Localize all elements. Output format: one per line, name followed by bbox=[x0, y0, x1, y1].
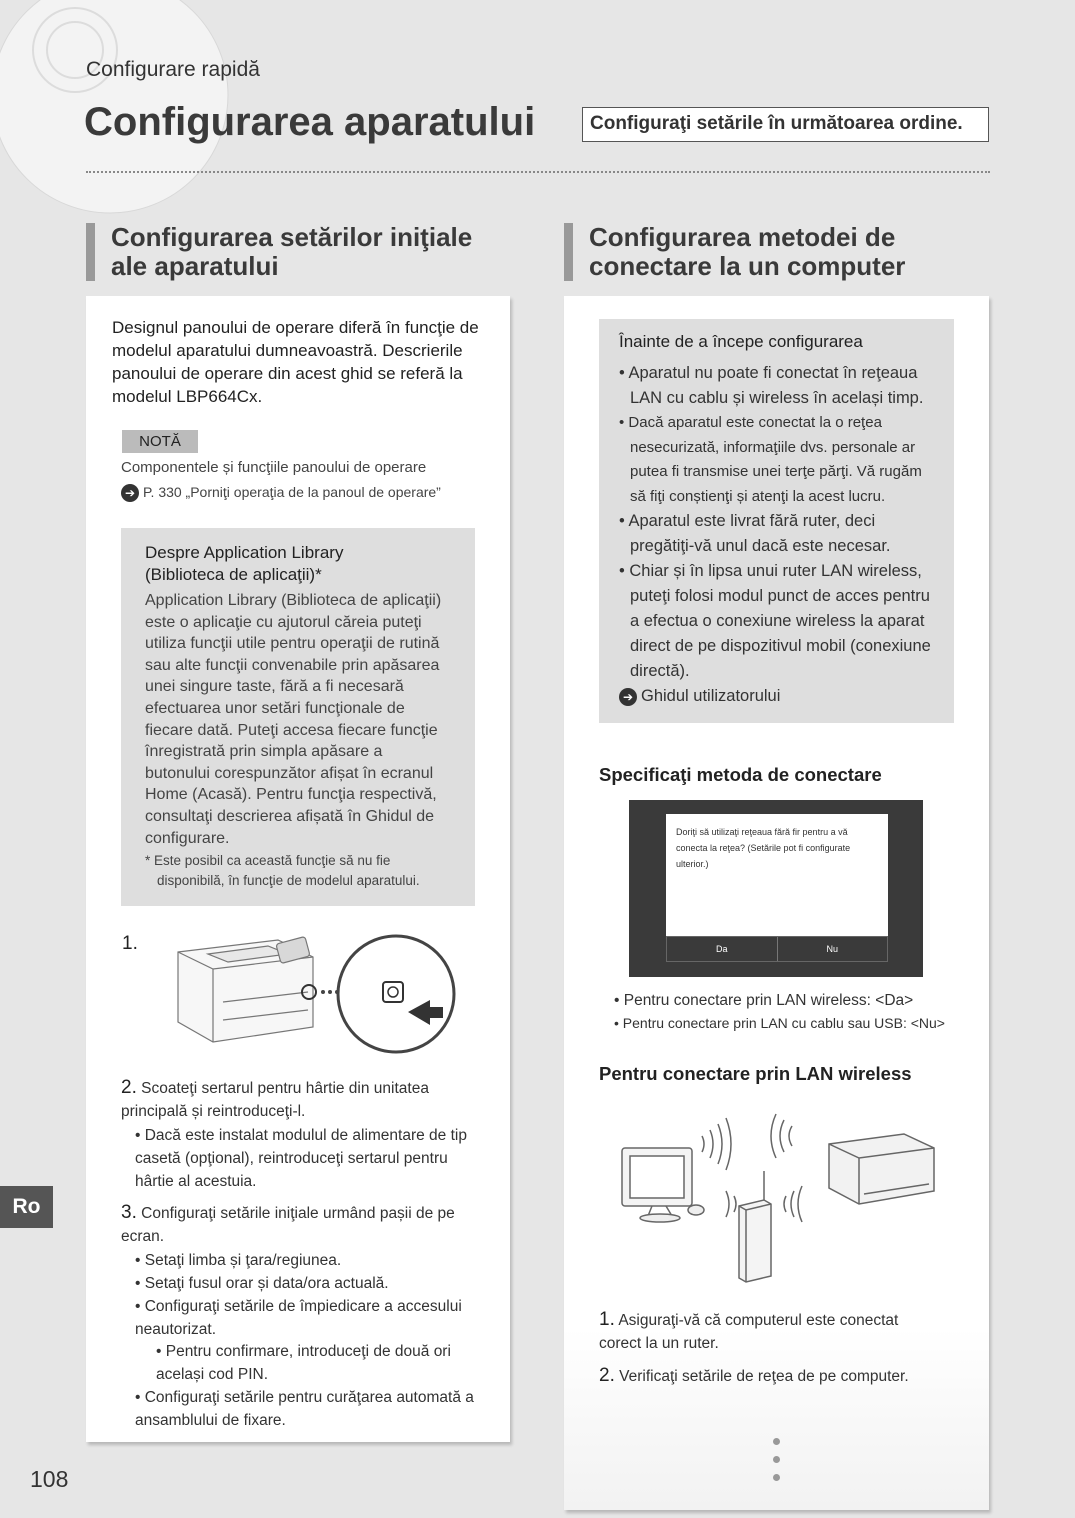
nota-reference[interactable] bbox=[121, 484, 441, 502]
step3-paragraph bbox=[121, 1201, 481, 1248]
left-heading-line1: Configurarea setărilor iniţiale bbox=[111, 222, 473, 252]
page-title: Configurarea aparatului bbox=[84, 100, 536, 144]
step3-bullet-2: • Setaţi fusul orar și data/ora actuală. bbox=[135, 1275, 389, 1292]
specify-method-heading: Specificaţi metoda de conectare bbox=[599, 764, 882, 785]
step3-text: Configuraţi setările iniţiale urmând pașii de pe ecran. bbox=[121, 1205, 455, 1245]
nota-text: Componentele și funcţiile panoului de operare bbox=[121, 459, 427, 476]
before-setup-title: Înainte de a începe configurarea bbox=[619, 332, 863, 351]
nota-label: NOTĂ bbox=[122, 430, 198, 453]
connection-method-card bbox=[564, 296, 989, 1510]
arrow-right-icon: ➔ bbox=[619, 688, 637, 706]
wireless-step1-number: 1. bbox=[599, 1309, 615, 1330]
applib-body: Application Library (Biblioteca de aplicaţii) este o aplicaţie cu ajutorul căreia puteţi utiliza funcţii utile pentru operaţii de rutină sau alte funcţii convenabile prin apăsarea unei singure taste, fără a fi necesară efectuarea unor setări funcţionale de fiecare dată. Puteţi accesa fiecare funcţie înregistrată prin simpla apăsare a butonului corespunzător afișat în ecranul Home (Acasă). Pentru funcţia respectivă, consultaţi descrierea afișată în Ghidul de configurare. bbox=[145, 592, 442, 847]
applib-footnote: * Este posibil ca această funcţie să nu fie disponibilă, în funcţie de modelul aparatului. bbox=[145, 853, 420, 889]
step3-sub-bullet: • Pentru confirmare, introduceţi de două ori același cod PIN. bbox=[156, 1343, 451, 1383]
wireless-dialog bbox=[666, 814, 888, 962]
right-section-heading bbox=[564, 223, 984, 281]
continuation-dots bbox=[773, 1438, 781, 1492]
right-heading-line2: conectare la un computer bbox=[589, 251, 906, 281]
before-bullet-2: • Dacă aparatul este conectat la o reţea nesecurizată, informaţiile dvs. personale ar putea fi transmise unei terţe părţi. Vă rugăm să fiţi conștienţi și atenţi la acest lucru. bbox=[619, 414, 922, 505]
step2-text: Scoateţi sertarul pentru hârtie din unitatea principală și reintroduceţi-l. bbox=[121, 1080, 429, 1120]
applib-title-line2: (Biblioteca de aplicaţii)* bbox=[145, 565, 322, 584]
option-wireless: • Pentru conectare prin LAN wireless: <Da> bbox=[614, 992, 914, 1009]
wireless-step2-number: 2. bbox=[599, 1365, 615, 1386]
before-reference-text: Ghidul utilizatorului bbox=[641, 687, 781, 705]
before-bullet-4: • Chiar și în lipsa unui ruter LAN wireless, puteţi folosi modul punct de acces pentru a efectua o conexiune wireless la aparat direct de pe dispozitivul mobil (conexiune directă). bbox=[619, 562, 931, 680]
step3-bullet-3: • Configuraţi setările de împiedicare a accesului neautorizat. bbox=[135, 1298, 462, 1338]
wireless-lan-heading: Pentru conectare prin LAN wireless bbox=[599, 1063, 912, 1084]
nota-reference-text: P. 330 „Porniţi operaţia de la panoul de operare” bbox=[143, 484, 441, 500]
dialog-no-button[interactable]: Nu bbox=[826, 944, 838, 954]
left-section-heading bbox=[86, 223, 506, 281]
language-tab: Ro bbox=[0, 1186, 53, 1228]
page-number: 108 bbox=[30, 1466, 69, 1492]
dialog-buttons bbox=[666, 936, 888, 962]
option-wired: • Pentru conectare prin LAN cu cablu sau USB: <Nu> bbox=[614, 1015, 945, 1031]
step3-bullet-4: • Configuraţi setările pentru curăţarea automată a ansamblului de fixare. bbox=[135, 1389, 474, 1429]
step1-number: 1. bbox=[122, 933, 138, 954]
before-bullet-1: • Aparatul nu poate fi conectat în reţeaua LAN cu cablu și wireless în același timp. bbox=[619, 364, 924, 407]
before-setup-box bbox=[599, 319, 954, 723]
step3-bullet-1: • Setaţi limba și ţara/regiunea. bbox=[135, 1252, 342, 1269]
panel-intro-text: Designul panoului de operare diferă în funcţie de modelul aparatului dumneavoastră. Descrierile panoului de operare din acest ghid se referă la modelul LBP664Cx. bbox=[112, 318, 479, 406]
step2-bullet: • Dacă este instalat modulul de alimentare de tip casetă (opţional), reintroduceţi sertarul pentru hârtie al acestuia. bbox=[135, 1127, 467, 1190]
wireless-step1 bbox=[599, 1308, 939, 1355]
dialog-text: Doriţi să utilizaţi reţeaua fără fir pentru a vă conecta la reţea? (Setările pot fi configurate ulterior.) bbox=[676, 827, 851, 869]
wireless-network-illustration bbox=[614, 1096, 944, 1296]
wireless-step2 bbox=[599, 1364, 939, 1388]
initial-settings-card bbox=[86, 296, 510, 1442]
applib-title-line1: Despre Application Library bbox=[145, 543, 344, 562]
right-heading-line1: Configurarea metodei de bbox=[589, 222, 896, 252]
control-panel-screen bbox=[629, 800, 923, 977]
dialog-yes-button[interactable]: Da bbox=[667, 937, 778, 961]
dotted-divider bbox=[86, 171, 990, 173]
section-kicker: Configurare rapidă bbox=[86, 58, 260, 81]
before-reference[interactable] bbox=[619, 684, 934, 709]
step3-number: 3. bbox=[121, 1202, 137, 1223]
wireless-step2-text: Verificaţi setările de reţea de pe computer. bbox=[619, 1368, 909, 1385]
step2-number: 2. bbox=[121, 1077, 137, 1098]
left-heading-line2: ale aparatului bbox=[111, 251, 279, 281]
arrow-right-icon: ➔ bbox=[121, 484, 139, 502]
application-library-box bbox=[121, 528, 475, 906]
step2-paragraph bbox=[121, 1076, 481, 1123]
wireless-step1-text: Asiguraţi-vă că computerul este conectat corect la un ruter. bbox=[599, 1312, 899, 1352]
before-bullet-3: • Aparatul este livrat fără ruter, deci pregătiţi-vă unul dacă este necesar. bbox=[619, 512, 891, 555]
order-note: Configuraţi setările în următoarea ordine. bbox=[582, 107, 989, 142]
printer-power-illustration bbox=[168, 932, 473, 1062]
